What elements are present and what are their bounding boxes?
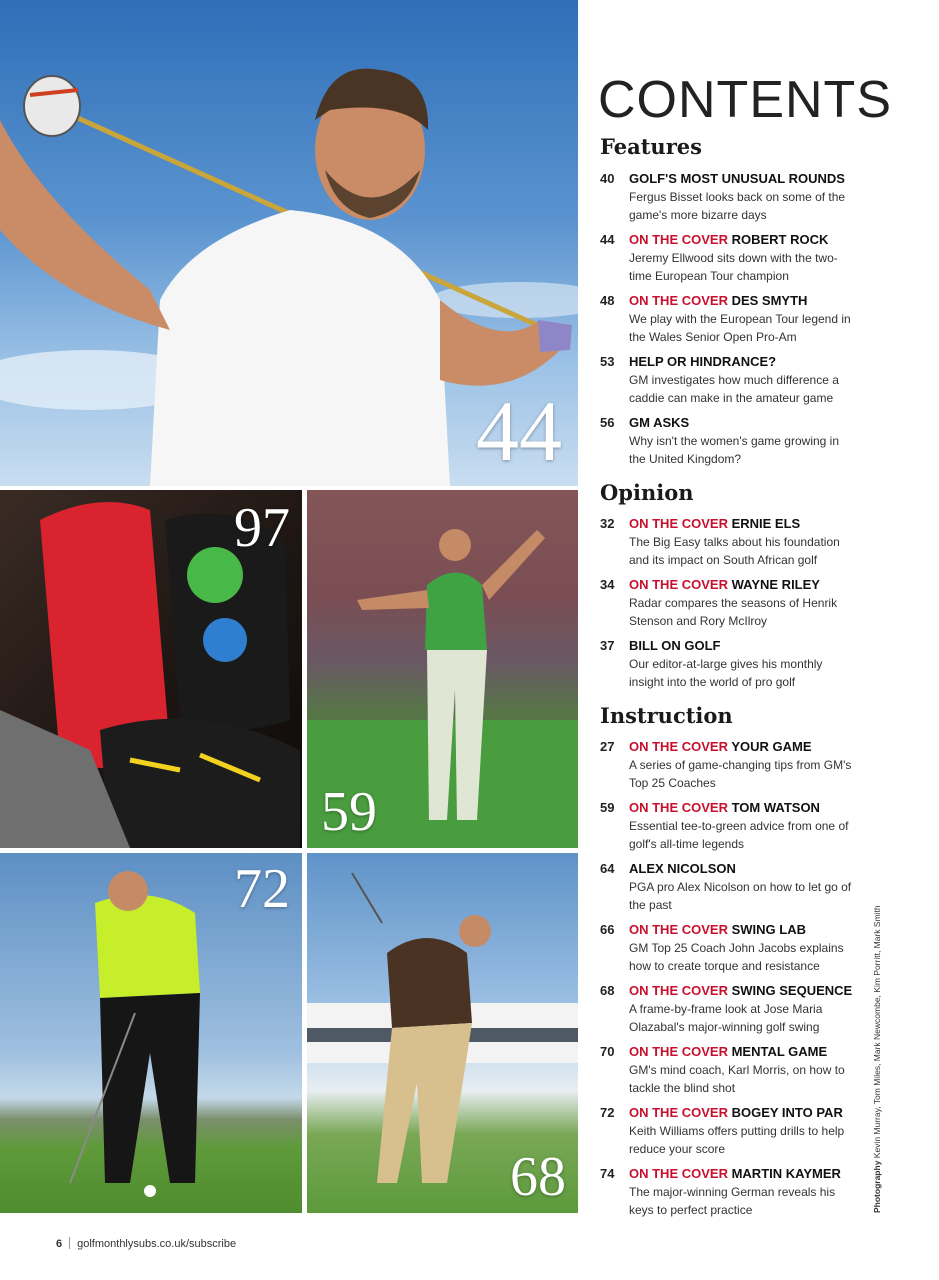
toc-headline-line — [629, 232, 828, 247]
footer-url-link[interactable]: golfmonthlysubs.co.uk/subscribe — [77, 1238, 237, 1250]
toc-description: Essential tee-to-green advice from one of golf's all-time legends — [629, 819, 849, 851]
toc-description: Fergus Bisset looks back on some of the game's more bizarre days — [629, 190, 846, 222]
toc-headline-line — [629, 983, 852, 998]
toc-description: Why isn't the women's game growing in the United Kingdom? — [629, 434, 840, 466]
toc-headline: BILL ON GOLF — [629, 638, 721, 653]
page-footer — [56, 1237, 236, 1250]
toc-description: A series of game-changing tips from GM's Top 25 Coaches — [629, 758, 852, 790]
on-the-cover-label: ON THE COVER — [629, 293, 728, 308]
toc-headline-line — [629, 354, 776, 369]
toc-headline-line — [629, 1166, 841, 1181]
toc-page-number: 34 — [600, 577, 615, 592]
on-the-cover-label: ON THE COVER — [629, 922, 728, 937]
photo-putting-golfer — [0, 853, 302, 1213]
credits-names: Kevin Murray, Tom Miles, Mark Newcombe, Kim Porritt, Mark Smith — [872, 905, 882, 1159]
toc-description: The Big Easy talks about his foundation and its impact on South African golf — [629, 535, 840, 567]
toc-page-number: 27 — [600, 739, 615, 754]
toc-headline-line — [629, 293, 807, 308]
toc-page-number: 72 — [600, 1105, 615, 1120]
toc-headline: ROBERT ROCK — [731, 232, 829, 247]
toc-headline-line — [629, 1044, 827, 1059]
on-the-cover-label: ON THE COVER — [629, 1105, 728, 1120]
on-the-cover-label: ON THE COVER — [629, 577, 728, 592]
toc-headline-line — [629, 516, 800, 531]
toc-description: PGA pro Alex Nicolson on how to let go of the past — [629, 880, 852, 912]
page-number-97: 97 — [234, 497, 290, 559]
toc-page-number: 32 — [600, 516, 615, 531]
toc-description: Our editor-at-large gives his monthly insight into the world of pro golf — [629, 657, 823, 689]
photo-olazabal-swing — [307, 853, 578, 1213]
photo-robert-rock — [0, 0, 578, 486]
toc-description: Radar compares the seasons of Henrik Stenson and Rory McIlroy — [629, 596, 838, 628]
toc-headline-line — [629, 577, 820, 592]
toc-headline: TOM WATSON — [731, 800, 820, 815]
toc-page-number: 70 — [600, 1044, 615, 1059]
on-the-cover-label: ON THE COVER — [629, 1166, 728, 1181]
on-the-cover-label: ON THE COVER — [629, 800, 728, 815]
photo-putter-headcovers — [0, 490, 302, 848]
toc-headline-line — [629, 638, 720, 653]
toc-description: A frame-by-frame look at Jose Maria Olazabal's major-winning golf swing — [629, 1002, 823, 1034]
page-number-59: 59 — [321, 781, 377, 843]
photography-credits — [872, 905, 882, 1213]
toc-description: GM investigates how much difference a caddie can make in the amateur game — [629, 373, 839, 405]
toc-headline: YOUR GAME — [731, 739, 812, 754]
toc-description: GM's mind coach, Karl Morris, on how to tackle the blind shot — [629, 1063, 845, 1095]
section-heading-features: Features — [600, 134, 702, 159]
toc-headline-line — [629, 922, 806, 937]
toc-headline: ALEX NICOLSON — [629, 861, 736, 876]
toc-description: GM Top 25 Coach John Jacobs explains how to create torque and resistance — [629, 941, 844, 973]
toc-headline: GOLF'S MOST UNUSUAL ROUNDS — [629, 171, 845, 186]
section-heading-opinion: Opinion — [600, 480, 694, 505]
toc-headline: SWING SEQUENCE — [731, 983, 853, 998]
section-heading-instruction: Instruction — [600, 703, 733, 728]
on-the-cover-label: ON THE COVER — [629, 516, 728, 531]
on-the-cover-label: ON THE COVER — [629, 983, 728, 998]
toc-page-number: 68 — [600, 983, 615, 998]
toc-headline: WAYNE RILEY — [731, 577, 820, 592]
footer-divider — [69, 1237, 70, 1249]
credits-label: Photography — [872, 1160, 882, 1213]
toc-page-number: 37 — [600, 638, 615, 653]
page-number-44: 44 — [476, 383, 562, 479]
toc-headline-line — [629, 171, 845, 186]
toc-page-number: 56 — [600, 415, 615, 430]
page-number-72: 72 — [234, 858, 290, 920]
toc-headline-line — [629, 739, 812, 754]
page-title: CONTENTS — [598, 71, 892, 129]
toc-headline: HELP OR HINDRANCE? — [629, 354, 777, 369]
toc-headline-line — [629, 415, 689, 430]
on-the-cover-label: ON THE COVER — [629, 1044, 728, 1059]
toc-page-number: 64 — [600, 861, 615, 876]
toc-description: We play with the European Tour legend in the Wales Senior Open Pro-Am — [629, 312, 851, 344]
toc-headline: SWING LAB — [731, 922, 806, 937]
toc-page-number: 53 — [600, 354, 615, 369]
toc-page-number: 44 — [600, 232, 615, 247]
toc-description: Keith Williams offers putting drills to help reduce your score — [629, 1124, 845, 1156]
toc-headline: DES SMYTH — [731, 293, 808, 308]
toc-description: Jeremy Ellwood sits down with the two-time European Tour champion — [629, 251, 838, 283]
toc-page-number: 48 — [600, 293, 615, 308]
on-the-cover-label: ON THE COVER — [629, 739, 728, 754]
toc-page-number: 66 — [600, 922, 615, 937]
footer-page-number: 6 — [56, 1238, 63, 1250]
toc-headline-line — [629, 800, 820, 815]
toc-headline-line — [629, 1105, 843, 1120]
toc-headline: MENTAL GAME — [731, 1044, 828, 1059]
toc-page-number: 74 — [600, 1166, 615, 1181]
toc-headline: GM ASKS — [629, 415, 690, 430]
toc-page-number: 40 — [600, 171, 615, 186]
toc-description: The major-winning German reveals his keys to perfect practice — [629, 1185, 836, 1217]
toc-headline-line — [629, 861, 736, 876]
page-number-68: 68 — [510, 1146, 566, 1208]
on-the-cover-label: ON THE COVER — [629, 232, 728, 247]
toc-headline: BOGEY INTO PAR — [731, 1105, 843, 1120]
photo-tom-watson — [307, 490, 578, 848]
toc-headline: ERNIE ELS — [731, 516, 801, 531]
toc-page-number: 59 — [600, 800, 615, 815]
toc-headline: MARTIN KAYMER — [731, 1166, 841, 1181]
